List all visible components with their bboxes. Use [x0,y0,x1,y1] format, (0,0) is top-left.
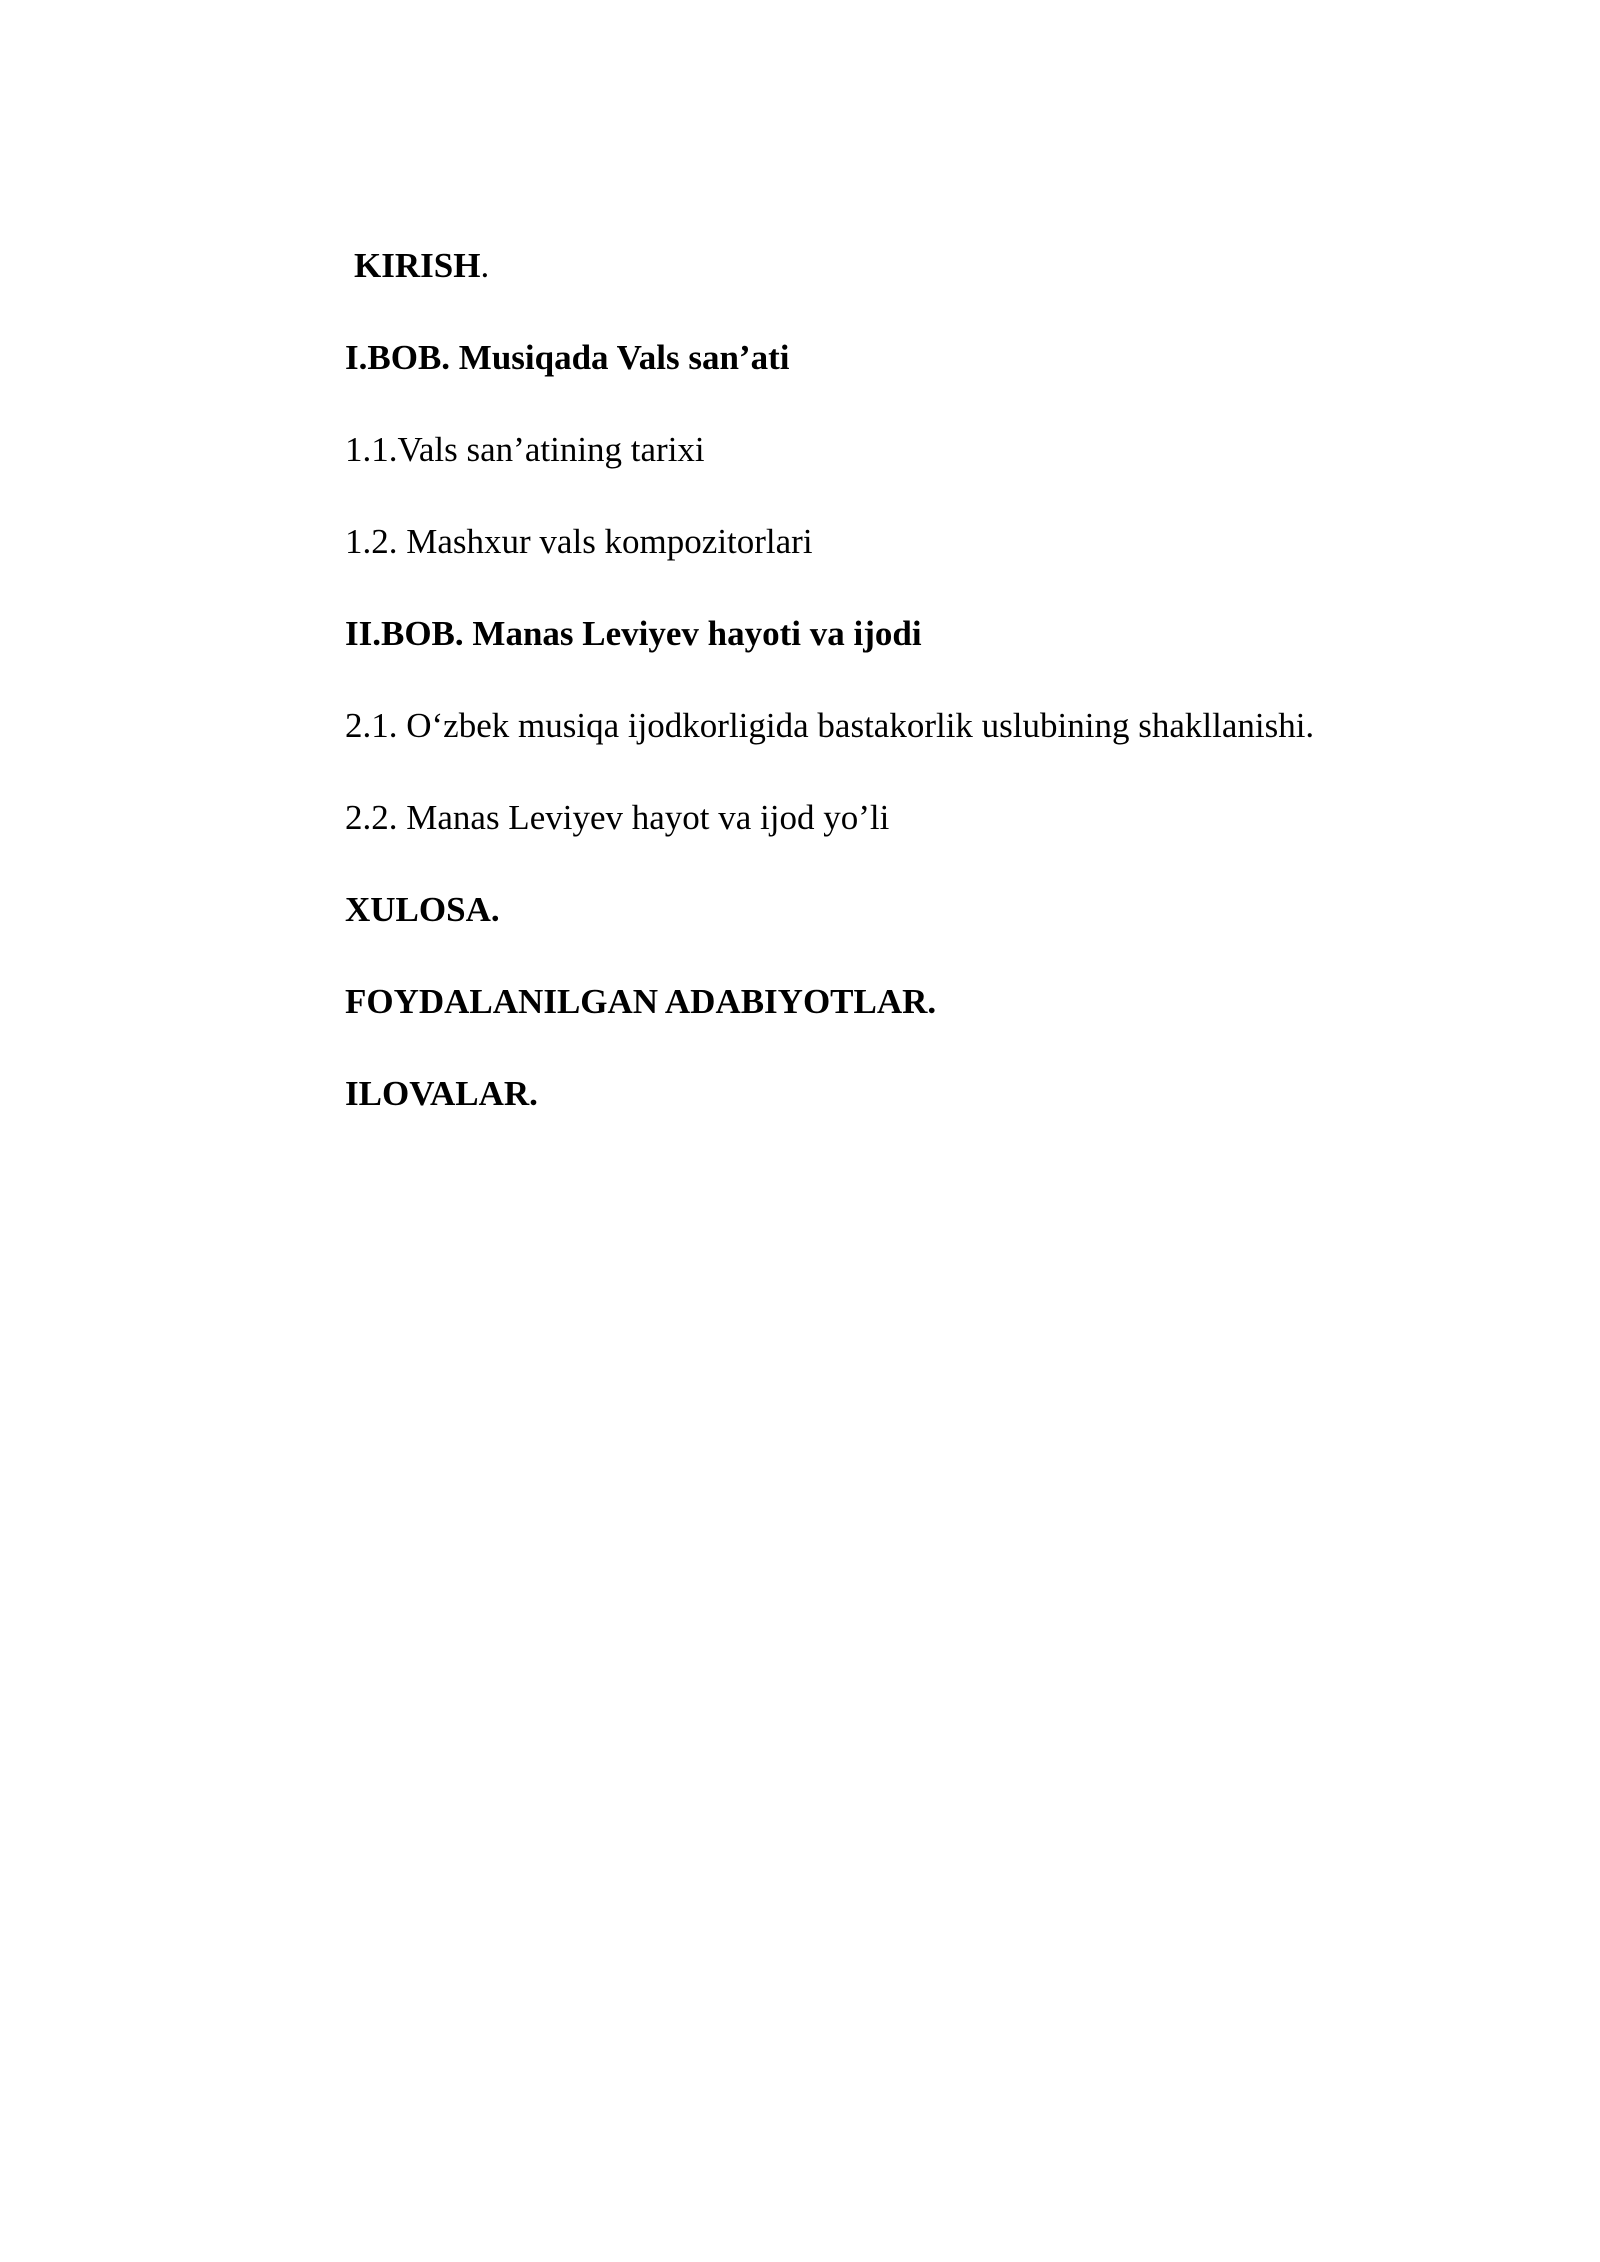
toc-item-intro [345,243,1525,335]
toc-intro-suffix: . [480,246,490,285]
toc-section-1-1: 1.1.Vals san’atining tarixi [345,430,705,469]
toc-chapter-2: II.BOB. Manas Leviyev hayoti va ijodi [345,614,922,653]
table-of-contents [345,243,1525,1163]
toc-references: FOYDALANILGAN ADABIYOTLAR. [345,982,937,1021]
toc-chapter-1: I.BOB. Musiqada Vals san’ati [345,338,790,377]
toc-section-1-2: 1.2. Mashxur vals kompozitorlari [345,522,813,561]
toc-appendices: ILOVALAR. [345,1074,538,1113]
toc-conclusion: XULOSA. [345,890,500,929]
toc-section-2-2: 2.2. Manas Leviyev hayot va ijod yo’li [345,798,890,837]
toc-section-2-1: 2.1. O‘zbek musiqa ijodkorligida bastakorlik uslubining shakllanishi. [345,706,1315,745]
toc-intro-label: KIRISH [354,246,481,285]
